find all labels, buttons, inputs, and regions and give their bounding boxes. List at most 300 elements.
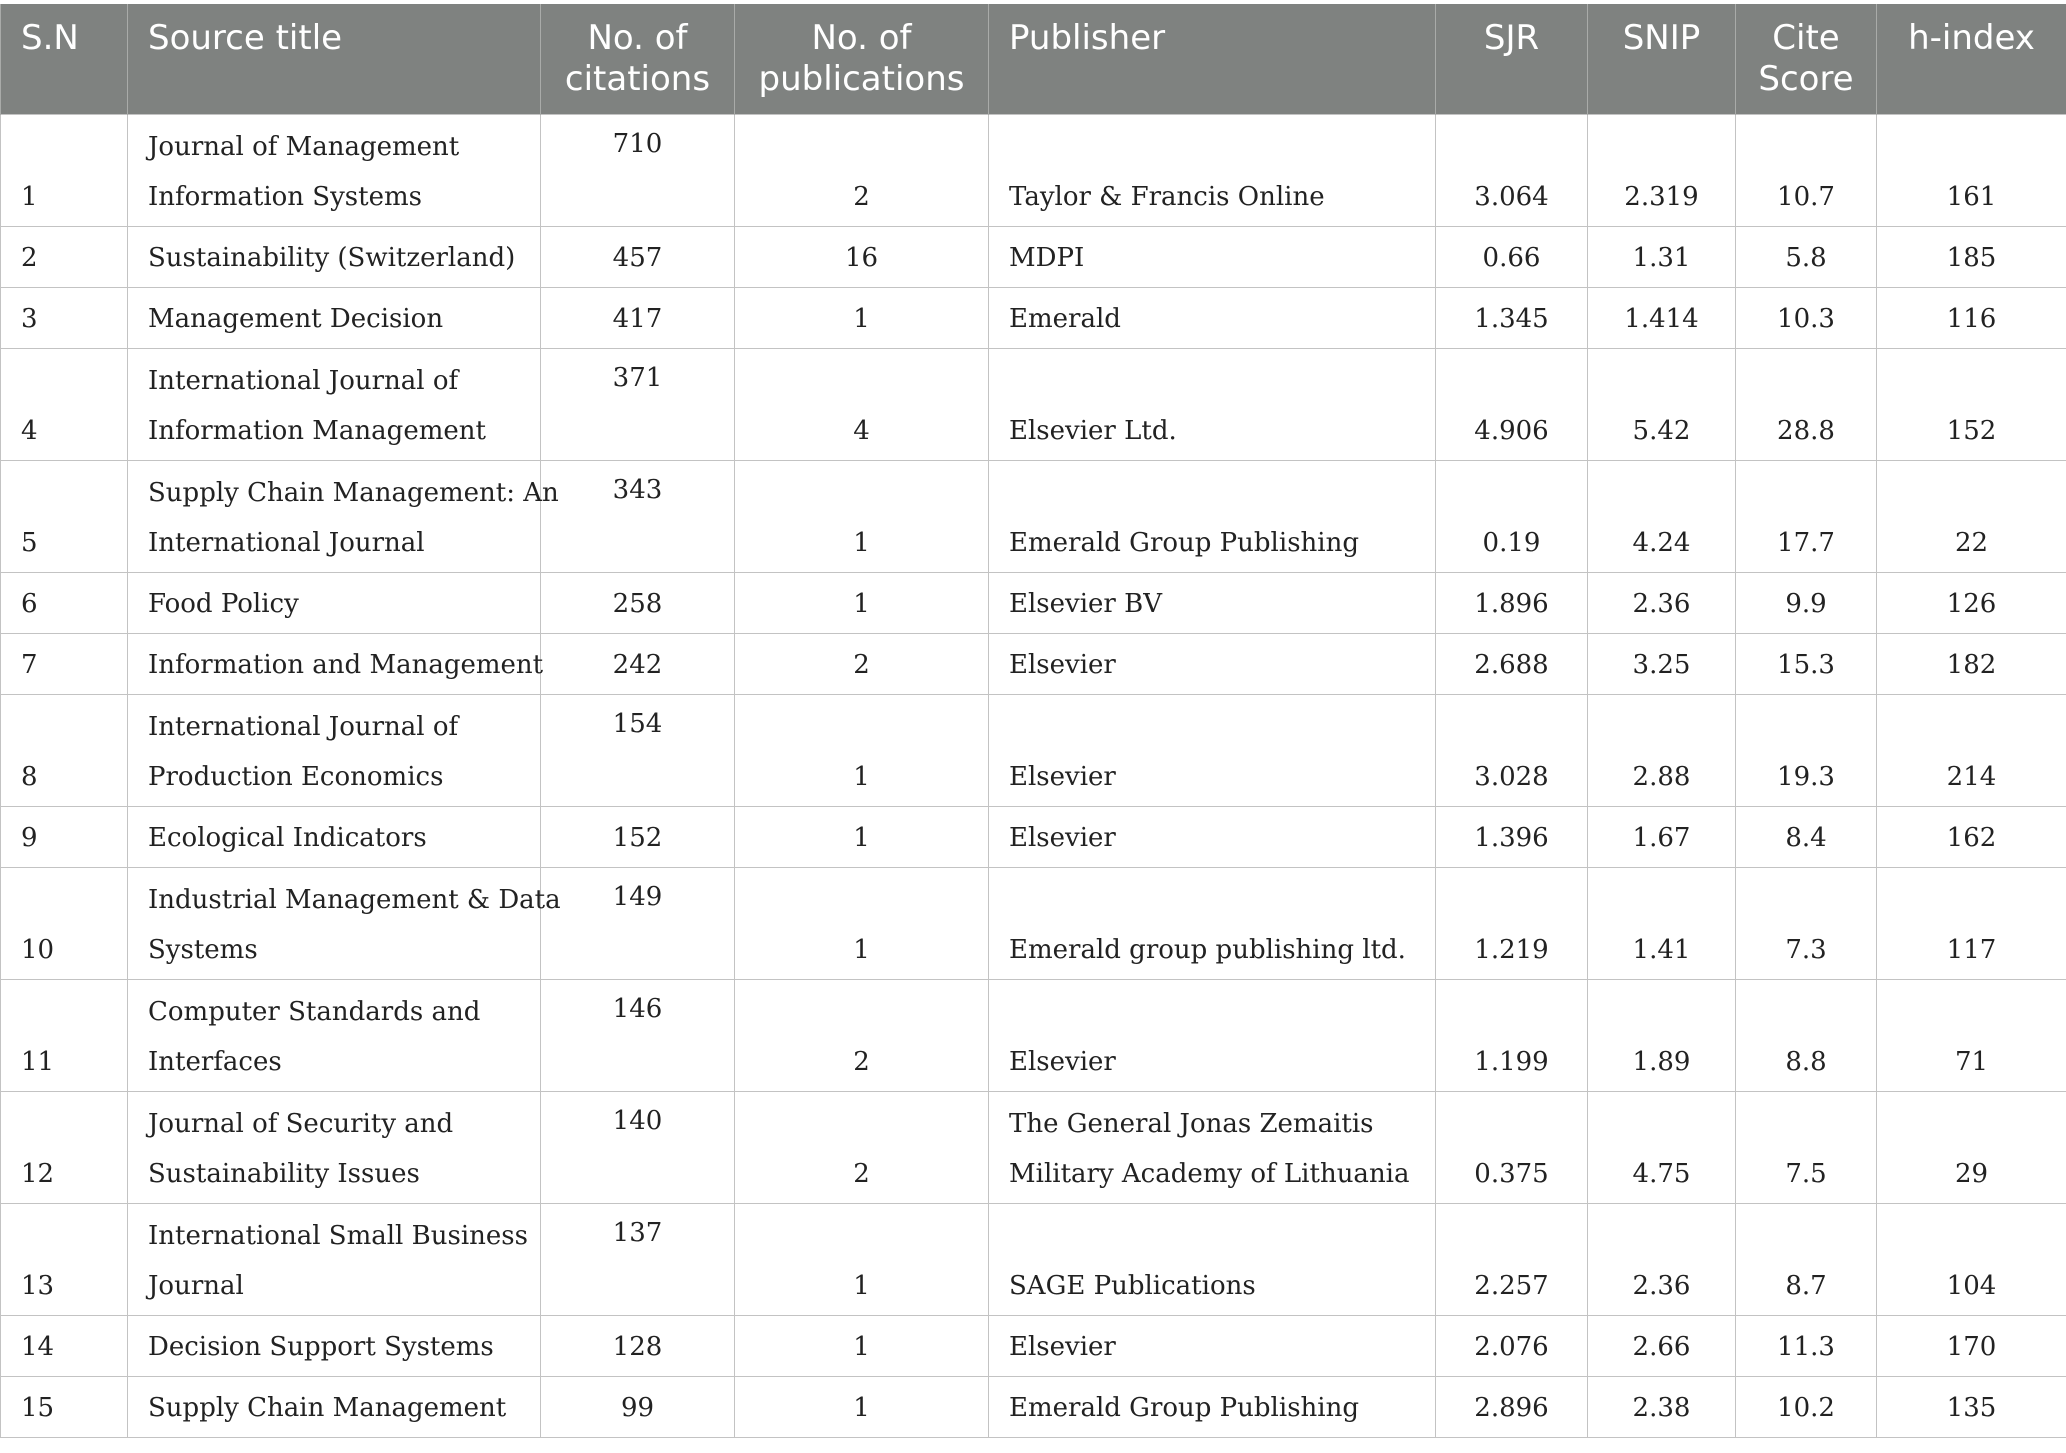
cell-sjr-text: 2.688 [1474, 649, 1549, 680]
cell-sjr [1436, 1203, 1588, 1315]
cell-cite-score-text: 9.9 [1785, 588, 1827, 619]
cell-publications [735, 1376, 989, 1437]
cell-publications [735, 348, 989, 460]
cell-sn [1, 1315, 128, 1376]
cell-h-index-text: 116 [1946, 303, 1997, 334]
cell-sn [1, 287, 128, 348]
table-row [1, 633, 2066, 694]
cell-snip-text: 1.41 [1632, 934, 1691, 965]
cell-publications-text: 1 [853, 934, 870, 965]
cell-citations [541, 1203, 735, 1315]
cell-cite-score-text: 10.3 [1777, 303, 1835, 334]
cell-publications-text: 1 [853, 303, 870, 334]
cell-citations [541, 226, 735, 287]
cell-publications-text: 2 [853, 1158, 870, 1189]
cell-cite-score-text: 8.7 [1785, 1270, 1827, 1301]
cell-publisher-text: Elsevier BV [1009, 588, 1162, 619]
cell-source-title-text: International Journal of [148, 365, 459, 396]
cell-publications [735, 694, 989, 806]
cell-source-title-text: Information Systems [148, 181, 422, 212]
cell-citations-text: 128 [612, 1331, 663, 1362]
cell-h-index-text: 161 [1946, 181, 1997, 212]
cell-citations-text: 146 [612, 993, 663, 1024]
cell-cite-score [1736, 1315, 1877, 1376]
cell-snip-text: 1.414 [1624, 303, 1699, 334]
cell-snip-text: 5.42 [1632, 415, 1691, 446]
cell-citations-text: 137 [612, 1217, 663, 1248]
header-row [1, 4, 2066, 114]
cell-publications-text: 2 [853, 181, 870, 212]
cell-source-title-text: International Journal [148, 527, 425, 558]
cell-source-title [128, 633, 544, 694]
cell-snip [1588, 867, 1736, 979]
cell-h-index [1877, 287, 2066, 348]
cell-sjr-text: 4.906 [1474, 415, 1549, 446]
cell-publications [735, 572, 989, 633]
cell-source-title-text: Information Management [148, 415, 486, 446]
cell-citations-text: 457 [612, 242, 663, 273]
cell-cite-score [1736, 114, 1877, 226]
cell-h-index-text: 126 [1946, 588, 1997, 619]
cell-publisher-text: SAGE Publications [1009, 1270, 1256, 1301]
cell-publisher [989, 694, 1436, 806]
cell-publisher [989, 460, 1436, 572]
cell-publisher [989, 1315, 1436, 1376]
cell-h-index-text: 170 [1946, 1331, 1997, 1362]
cell-sjr-text: 2.257 [1474, 1270, 1549, 1301]
cell-sjr-text: 1.199 [1474, 1046, 1549, 1077]
cell-sn-text: 12 [21, 1158, 55, 1189]
cell-cite-score-text: 7.3 [1785, 934, 1827, 965]
table-row [1, 572, 2066, 633]
header-publications: No. of publications [735, 4, 989, 114]
cell-publications [735, 1203, 989, 1315]
cell-publisher [989, 572, 1436, 633]
cell-cite-score [1736, 287, 1877, 348]
cell-h-index [1877, 1203, 2066, 1315]
cell-citations [541, 694, 735, 806]
cell-cite-score-text: 5.8 [1785, 242, 1827, 273]
cell-source-title-text: Production Economics [148, 761, 444, 792]
cell-sjr-text: 1.345 [1474, 303, 1549, 334]
cell-publications-text: 1 [853, 822, 870, 853]
cell-citations [541, 867, 735, 979]
cell-h-index [1877, 867, 2066, 979]
cell-sn-text: 5 [21, 527, 38, 558]
cell-source-title [128, 460, 559, 572]
cell-snip-text: 1.89 [1632, 1046, 1691, 1077]
cell-sn-text: 14 [21, 1331, 55, 1362]
cell-sn [1, 979, 128, 1091]
cell-source-title-text: Sustainability (Switzerland) [148, 242, 516, 273]
cell-publications-text: 2 [853, 649, 870, 680]
cell-source-title [128, 226, 541, 287]
cell-citations [541, 572, 735, 633]
cell-publications-text: 2 [853, 1046, 870, 1077]
cell-h-index-text: 214 [1946, 761, 1997, 792]
table-row [1, 1315, 2066, 1376]
cell-citations [541, 348, 735, 460]
cell-snip [1588, 114, 1736, 226]
cell-source-title-text: Supply Chain Management [148, 1392, 507, 1423]
cell-sn-text: 7 [21, 649, 38, 680]
cell-sjr [1436, 1315, 1588, 1376]
table-row [1, 1091, 2066, 1203]
cell-publisher-text: Emerald group publishing ltd. [1009, 934, 1406, 965]
cell-citations-text: 343 [612, 474, 663, 505]
journals-table [0, 4, 2066, 1438]
cell-snip-text: 2.36 [1632, 588, 1691, 619]
cell-snip [1588, 348, 1736, 460]
cell-cite-score-text: 15.3 [1777, 649, 1835, 680]
cell-sjr-text: 0.66 [1482, 242, 1541, 273]
table-row [1, 1376, 2066, 1437]
table-row [1, 867, 2066, 979]
cell-sjr [1436, 114, 1588, 226]
cell-h-index-text: 71 [1954, 1046, 1989, 1077]
table-row [1, 694, 2066, 806]
cell-cite-score [1736, 633, 1877, 694]
cell-sjr [1436, 694, 1588, 806]
header-source-title: Source title [128, 4, 541, 114]
cell-publisher [989, 979, 1436, 1091]
cell-sn [1, 348, 128, 460]
cell-sn [1, 1376, 128, 1437]
table-row [1, 348, 2066, 460]
cell-snip [1588, 1315, 1736, 1376]
cell-snip [1588, 460, 1736, 572]
cell-h-index-text: 117 [1946, 934, 1997, 965]
cell-publisher-text: Emerald Group Publishing [1009, 527, 1359, 558]
cell-publisher [989, 633, 1436, 694]
cell-publications [735, 287, 989, 348]
table-row [1, 226, 2066, 287]
table-row [1, 287, 2066, 348]
cell-cite-score [1736, 348, 1877, 460]
cell-publications [735, 114, 989, 226]
cell-sjr [1436, 979, 1588, 1091]
cell-sjr [1436, 572, 1588, 633]
cell-sjr [1436, 1376, 1588, 1437]
cell-sjr-text: 0.375 [1474, 1158, 1549, 1189]
cell-sn [1, 806, 128, 867]
cell-publications [735, 867, 989, 979]
cell-publisher [989, 1091, 1436, 1203]
cell-snip [1588, 694, 1736, 806]
cell-publisher [989, 287, 1436, 348]
cell-h-index [1877, 694, 2066, 806]
cell-cite-score-text: 17.7 [1777, 527, 1835, 558]
cell-publisher-text: Elsevier Ltd. [1009, 415, 1177, 446]
cell-snip-text: 1.67 [1632, 822, 1691, 853]
cell-h-index [1877, 806, 2066, 867]
cell-source-title-text: Sustainability Issues [148, 1158, 420, 1189]
cell-sn [1, 633, 128, 694]
cell-h-index [1877, 226, 2066, 287]
cell-sn-text: 6 [21, 588, 38, 619]
cell-publications [735, 633, 989, 694]
cell-source-title [128, 694, 541, 806]
cell-publications [735, 806, 989, 867]
cell-publications-text: 1 [853, 1392, 870, 1423]
cell-publications [735, 460, 989, 572]
cell-publications-text: 1 [853, 527, 870, 558]
cell-publications-text: 1 [853, 761, 870, 792]
cell-source-title [128, 287, 541, 348]
table-body [1, 114, 2066, 1437]
cell-citations [541, 1091, 735, 1203]
cell-sjr-text: 1.219 [1474, 934, 1549, 965]
cell-sn [1, 1203, 128, 1315]
cell-citations-text: 417 [612, 303, 663, 334]
cell-h-index-text: 22 [1954, 527, 1989, 558]
cell-publisher-text: Elsevier [1009, 761, 1116, 792]
cell-citations [541, 460, 735, 572]
cell-snip [1588, 806, 1736, 867]
cell-sn [1, 867, 128, 979]
table-row [1, 114, 2066, 226]
cell-h-index-text: 182 [1946, 649, 1997, 680]
cell-cite-score-text: 19.3 [1777, 761, 1835, 792]
cell-cite-score [1736, 460, 1877, 572]
cell-h-index [1877, 1315, 2066, 1376]
cell-publisher [989, 348, 1436, 460]
cell-publisher-text: Emerald [1009, 303, 1121, 334]
cell-citations-text: 149 [612, 881, 663, 912]
cell-snip-text: 4.24 [1632, 527, 1691, 558]
cell-sjr-text: 2.076 [1474, 1331, 1549, 1362]
cell-sjr [1436, 633, 1588, 694]
header-citations: No. of citations [541, 4, 735, 114]
cell-source-title [128, 867, 561, 979]
cell-sn [1, 460, 128, 572]
cell-source-title [128, 806, 541, 867]
cell-source-title-text: Computer Standards and [148, 996, 481, 1027]
table-row [1, 806, 2066, 867]
cell-cite-score [1736, 694, 1877, 806]
cell-cite-score-text: 10.2 [1777, 1392, 1835, 1423]
header-sjr: SJR [1436, 4, 1588, 114]
cell-sjr [1436, 806, 1588, 867]
cell-source-title-text: International Small Business [148, 1220, 528, 1251]
cell-cite-score-text: 8.4 [1785, 822, 1827, 853]
cell-citations [541, 287, 735, 348]
cell-cite-score [1736, 1376, 1877, 1437]
cell-snip-text: 2.38 [1632, 1392, 1691, 1423]
cell-citations-text: 710 [612, 128, 663, 159]
cell-cite-score [1736, 572, 1877, 633]
cell-publisher [989, 114, 1436, 226]
cell-publications [735, 1091, 989, 1203]
cell-publisher-text: Elsevier [1009, 822, 1116, 853]
cell-snip-text: 2.66 [1632, 1331, 1691, 1362]
cell-sn-text: 8 [21, 761, 38, 792]
cell-publisher-text: Military Academy of Lithuania [1009, 1158, 1410, 1189]
cell-snip-text: 2.319 [1624, 181, 1699, 212]
cell-source-title [128, 1376, 541, 1437]
cell-source-title [128, 114, 541, 226]
cell-sjr [1436, 867, 1588, 979]
cell-source-title [128, 572, 541, 633]
cell-sn-text: 15 [21, 1392, 55, 1423]
cell-citations [541, 806, 735, 867]
cell-publisher-text: The General Jonas Zemaitis [1009, 1108, 1374, 1139]
header-snip: SNIP [1588, 4, 1736, 114]
cell-h-index-text: 135 [1946, 1392, 1997, 1423]
cell-sn [1, 572, 128, 633]
cell-cite-score-text: 11.3 [1777, 1331, 1835, 1362]
cell-sn-text: 9 [21, 822, 38, 853]
table-header [1, 4, 2066, 114]
cell-source-title-text: Information and Management [148, 649, 544, 680]
table-row [1, 979, 2066, 1091]
cell-snip-text: 3.25 [1632, 649, 1691, 680]
cell-h-index [1877, 979, 2066, 1091]
cell-cite-score [1736, 806, 1877, 867]
cell-sn-text: 10 [21, 934, 55, 965]
cell-publications [735, 1315, 989, 1376]
cell-source-title-text: Supply Chain Management: An [148, 477, 559, 508]
cell-citations [541, 633, 735, 694]
cell-sjr [1436, 348, 1588, 460]
cell-snip-text: 2.88 [1632, 761, 1691, 792]
cell-cite-score-text: 7.5 [1785, 1158, 1827, 1189]
cell-publications-text: 4 [853, 415, 870, 446]
cell-citations [541, 1315, 735, 1376]
cell-source-title-text: Journal [148, 1270, 244, 1301]
cell-publisher [989, 867, 1436, 979]
cell-publications-text: 1 [853, 1331, 870, 1362]
cell-source-title [128, 979, 541, 1091]
cell-source-title-text: Food Policy [148, 588, 299, 619]
cell-sjr [1436, 1091, 1588, 1203]
cell-snip [1588, 572, 1736, 633]
cell-sjr-text: 3.028 [1474, 761, 1549, 792]
cell-source-title-text: International Journal of [148, 711, 459, 742]
cell-snip-text: 2.36 [1632, 1270, 1691, 1301]
cell-sn-text: 4 [21, 415, 38, 446]
cell-citations-text: 154 [612, 708, 663, 739]
cell-cite-score [1736, 867, 1877, 979]
cell-source-title-text: Systems [148, 934, 258, 965]
cell-sjr-text: 2.896 [1474, 1392, 1549, 1423]
cell-sjr [1436, 460, 1588, 572]
cell-sn-text: 2 [21, 242, 38, 273]
cell-snip-text: 4.75 [1632, 1158, 1691, 1189]
cell-publisher [989, 1376, 1436, 1437]
cell-sjr-text: 3.064 [1474, 181, 1549, 212]
cell-h-index [1877, 1091, 2066, 1203]
cell-snip [1588, 287, 1736, 348]
cell-publisher-text: MDPI [1009, 242, 1085, 273]
cell-citations-text: 242 [612, 649, 663, 680]
cell-sjr [1436, 287, 1588, 348]
cell-publications [735, 226, 989, 287]
cell-sjr-text: 1.896 [1474, 588, 1549, 619]
cell-publisher-text: Elsevier [1009, 649, 1116, 680]
cell-publications-text: 1 [853, 588, 870, 619]
cell-sn-text: 1 [21, 181, 38, 212]
cell-source-title [128, 1091, 541, 1203]
cell-sjr-text: 1.396 [1474, 822, 1549, 853]
cell-h-index [1877, 633, 2066, 694]
cell-source-title [128, 1315, 541, 1376]
cell-publisher [989, 226, 1436, 287]
cell-snip [1588, 1203, 1736, 1315]
cell-h-index [1877, 348, 2066, 460]
cell-citations-text: 258 [612, 588, 663, 619]
cell-h-index [1877, 572, 2066, 633]
cell-snip-text: 1.31 [1632, 242, 1691, 273]
cell-snip [1588, 1091, 1736, 1203]
cell-source-title-text: Interfaces [148, 1046, 282, 1077]
cell-h-index-text: 185 [1946, 242, 1997, 273]
cell-publisher [989, 1203, 1436, 1315]
cell-source-title [128, 1203, 541, 1315]
cell-source-title-text: Decision Support Systems [148, 1331, 494, 1362]
cell-publisher-text: Emerald Group Publishing [1009, 1392, 1359, 1423]
cell-publisher [989, 806, 1436, 867]
cell-h-index [1877, 460, 2066, 572]
cell-publications-text: 16 [844, 242, 879, 273]
cell-snip [1588, 226, 1736, 287]
table-row [1, 1203, 2066, 1315]
cell-cite-score-text: 10.7 [1777, 181, 1835, 212]
cell-source-title-text: Ecological Indicators [148, 822, 427, 853]
cell-h-index-text: 152 [1946, 415, 1997, 446]
cell-citations-text: 371 [612, 362, 663, 393]
cell-sn-text: 3 [21, 303, 38, 334]
cell-sn [1, 1091, 128, 1203]
cell-source-title-text: Management Decision [148, 303, 444, 334]
cell-sn-text: 11 [21, 1046, 55, 1077]
cell-cite-score [1736, 1203, 1877, 1315]
header-cite-score: Cite Score [1736, 4, 1877, 114]
cell-source-title-text: Journal of Security and [148, 1108, 454, 1139]
cell-h-index-text: 104 [1946, 1270, 1997, 1301]
cell-citations [541, 114, 735, 226]
header-publisher: Publisher [989, 4, 1436, 114]
cell-snip [1588, 633, 1736, 694]
cell-cite-score [1736, 1091, 1877, 1203]
cell-publisher-text: Taylor & Francis Online [1009, 181, 1325, 212]
cell-sn [1, 226, 128, 287]
cell-h-index-text: 162 [1946, 822, 1997, 853]
header-sn: S.N [1, 4, 128, 114]
cell-source-title-text: Journal of Management [148, 131, 460, 162]
cell-sn-text: 13 [21, 1270, 55, 1301]
cell-sjr-text: 0.19 [1482, 527, 1541, 558]
journals-table-container [0, 4, 2066, 1438]
cell-citations-text: 152 [612, 822, 663, 853]
cell-source-title-text: Industrial Management & Data [148, 884, 561, 915]
cell-h-index [1877, 1376, 2066, 1437]
cell-sjr [1436, 226, 1588, 287]
cell-sn [1, 114, 128, 226]
table-row [1, 460, 2066, 572]
cell-citations [541, 979, 735, 1091]
cell-snip [1588, 1376, 1736, 1437]
cell-citations-text: 140 [612, 1105, 663, 1136]
cell-h-index [1877, 114, 2066, 226]
cell-publisher-text: Elsevier [1009, 1331, 1116, 1362]
cell-publications [735, 979, 989, 1091]
cell-citations-text: 99 [620, 1392, 655, 1423]
cell-publisher-text: Elsevier [1009, 1046, 1116, 1077]
header-h-index: h-index [1877, 4, 2066, 114]
cell-h-index-text: 29 [1954, 1158, 1989, 1189]
cell-citations [541, 1376, 735, 1437]
